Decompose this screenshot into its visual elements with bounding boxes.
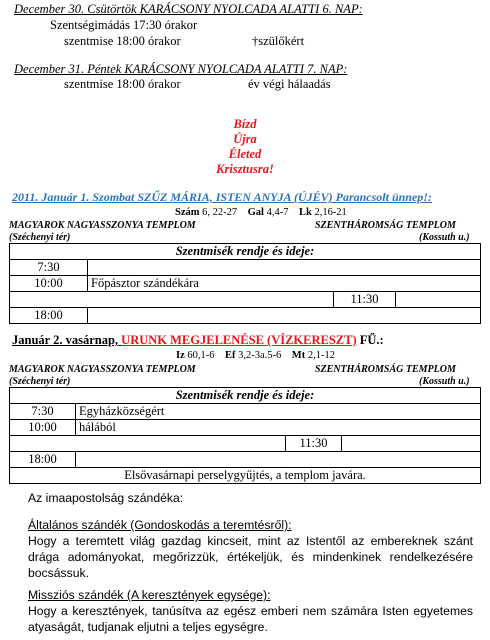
mass-time: 18:00 [10,308,88,324]
mass-intention [396,292,481,308]
motto-line-1: Bízd [233,117,257,131]
dec30-intention: †szülőkért [252,34,305,48]
mass-empty [10,436,286,452]
jan1-readings [175,206,347,220]
mass-intention: hálából [76,420,481,436]
jan2-table-header: Szentmisék rendje és ideje: [10,388,481,404]
jan2-reading2-book: Ef [225,350,236,361]
dec30-heading: December 30. Csütörtök KARÁCSONY NYOLCADA ALATTI 6. NAP: [14,2,363,16]
table-row [10,420,481,436]
jan2-heading-rank: FŰ.: [356,333,384,347]
jan1-heading: 2011. Január 1. Szombat SZŰZ MÁRIA, ISTEN ANYJA (ÚJÉV) Parancsolt ünnep!: [12,190,432,204]
jan1-church-right-sub: (Kossuth u.) [419,232,470,243]
table-row [10,452,481,468]
jan1-table-header: Szentmisék rendje és ideje: [10,244,481,260]
dec30-mass: szentmise 18:00 órakor [64,34,181,48]
mission-intention-title: Missziós szándék (A keresztények egysége): [28,588,271,602]
jan2-church-right-sub: (Kossuth u.) [419,376,470,387]
jan2-reading3-ref: 2,1-12 [307,350,335,361]
jan2-readings [176,349,335,363]
mass-intention [76,452,481,468]
jan2-reading1-book: Iz [176,350,185,361]
table-row [10,404,481,420]
jan2-heading [12,333,384,347]
mission-intention-text: Hogy a keresztények, tanúsítva az egész emberi nem számára Isten egyetemes atyaságát, tudjanak eljutni a teljes egységre. [28,604,473,634]
general-intention-text: Hogy a teremtett világ gazdag kincseit, mint az Istentől az embereknek szánt drága adományokat, megőrizzük, értékeljük, és mindenkinek rendelkezésére bocsássuk. [28,534,473,580]
dec31-mass: szentmise 18:00 órakor [64,77,181,91]
jan1-reading2-ref: 4,4-7 [266,207,289,218]
mass-intention: Egyházközségért [76,404,481,420]
prayer-intro: Az imaapostolság szándéka: [28,491,184,505]
jan1-reading3-ref: 2,16-21 [314,207,347,218]
table-row [10,276,481,292]
collection-note: Elsővasárnapi perselygyűjtés, a templom javára. [10,468,481,484]
general-intention-title: Általános szándék (Gondoskodás a teremtésről): [28,518,292,532]
motto-line-3: Életed [228,147,262,161]
jan1-mass-table [9,243,481,324]
table-row [10,468,481,484]
mass-time: 10:00 [10,276,88,292]
jan1-church-right: SZENTHÁROMSÁG TEMPLOM [315,220,456,231]
table-row [10,308,481,324]
mass-time: 7:30 [10,404,76,420]
dec31-intention: év végi hálaadás [248,77,331,91]
table-row [10,292,481,308]
jan2-heading-date: Január 2. vasárnap, [12,333,122,347]
jan2-mass-table [9,387,481,484]
jan2-church-right: SZENTHÁROMSÁG TEMPLOM [315,364,456,375]
dec30-adoration: Szentségimádás 17:30 órakor [50,18,198,32]
mass-time: 10:00 [10,420,76,436]
jan2-church-left: MAGYAROK NAGYASSZONYA TEMPLOM [9,364,196,375]
jan2-reading3-book: Mt [291,350,306,361]
motto-line-2: Újra [233,132,257,146]
mass-intention [88,260,481,276]
mass-empty [10,292,334,308]
mass-intention: Főpásztor szándékára [88,276,481,292]
jan2-church-left-sub: (Széchenyi tér) [9,376,71,387]
table-row [10,436,481,452]
mass-time-second: 11:30 [286,436,342,452]
dec31-heading: December 31. Péntek KARÁCSONY NYOLCADA ALATTI 7. NAP: [14,62,348,76]
jan1-reading3-book: Lk [298,207,312,218]
mass-intention [88,308,481,324]
jan2-reading1-ref: 60,1-6 [187,350,215,361]
jan1-reading1-book: Szám [175,207,200,218]
jan1-church-left: MAGYAROK NAGYASSZONYA TEMPLOM [9,220,196,231]
jan2-heading-feast: URUNK MEGJELENÉSE (VÍZKERESZT) [121,333,357,347]
mass-time-second: 11:30 [334,292,396,308]
motto-line-4: Krisztusra! [216,162,274,176]
mass-intention [342,436,481,452]
mass-time: 7:30 [10,260,88,276]
jan1-church-left-sub: (Széchenyi tér) [9,232,71,243]
jan2-reading2-ref: 3,2-3a.5-6 [238,350,282,361]
mass-time: 18:00 [10,452,76,468]
table-row [10,260,481,276]
jan1-reading1-ref: 6, 22-27 [202,207,238,218]
jan1-reading2-book: Gal [247,207,264,218]
